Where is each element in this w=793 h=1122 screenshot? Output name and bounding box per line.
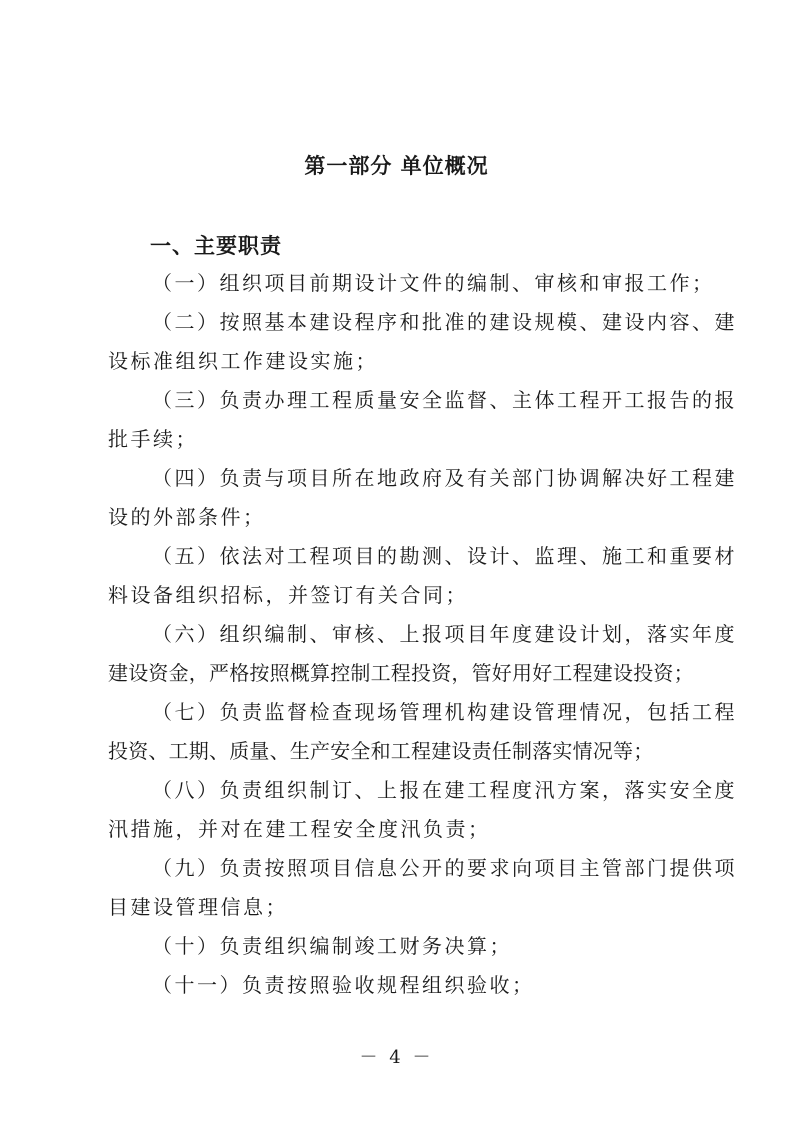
duty-9-line-1: （九）负责按照项目信息公开的要求向项目主管部门提供项: [152, 856, 737, 880]
duty-6-line-1: （六）组织编制、审核、上报项目年度建设计划，落实年度: [152, 622, 737, 646]
duty-8-line-1: （八）负责组织制订、上报在建工程度汛方案，落实安全度: [152, 778, 737, 802]
duty-7-line-1: （七）负责监督检查现场管理机构建设管理情况，包括工程: [152, 700, 737, 724]
duty-8-line-2: 汛措施，并对在建工程安全度汛负责；: [108, 817, 491, 841]
duty-3-line-1: （三）负责办理工程质量安全监督、主体工程开工报告的报: [152, 388, 737, 412]
duty-5-line-2: 料设备组织招标，并签订有关合同；: [108, 583, 468, 607]
duty-5-line-1: （五）依法对工程项目的勘测、设计、监理、施工和重要材: [152, 544, 737, 568]
part-title: 第一部分 单位概况: [304, 154, 489, 178]
duty-10-line-1: （十）负责组织编制竣工财务决算；: [152, 934, 512, 958]
duty-4-line-1: （四）负责与项目所在地政府及有关部门协调解决好工程建: [152, 466, 737, 490]
duty-4-line-2: 设的外部条件；: [108, 505, 266, 529]
duty-1-line-1: （一）组织项目前期设计文件的编制、审核和审报工作；: [152, 271, 715, 295]
duty-11-line-1: （十一）负责按照验收规程组织验收；: [152, 973, 535, 997]
duty-6-line-2: 建设资金，严格按照概算控制工程投资，管好用好工程建设投资；: [108, 661, 694, 685]
duty-2-line-1: （二）按照基本建设程序和批准的建设规模、建设内容、建: [152, 310, 737, 334]
section-heading: 一、主要职责: [150, 234, 282, 258]
duties-list: [108, 264, 737, 1005]
duty-3-line-2: 批手续；: [108, 427, 198, 451]
page-number: － 4 －: [359, 1047, 434, 1068]
duty-7-line-2: 投资、工期、质量、生产安全和工程建设责任制落实情况等；: [108, 739, 654, 763]
duty-9-line-2: 目建设管理信息；: [108, 895, 288, 919]
duty-2-line-2: 设标准组织工作建设实施；: [108, 349, 378, 373]
